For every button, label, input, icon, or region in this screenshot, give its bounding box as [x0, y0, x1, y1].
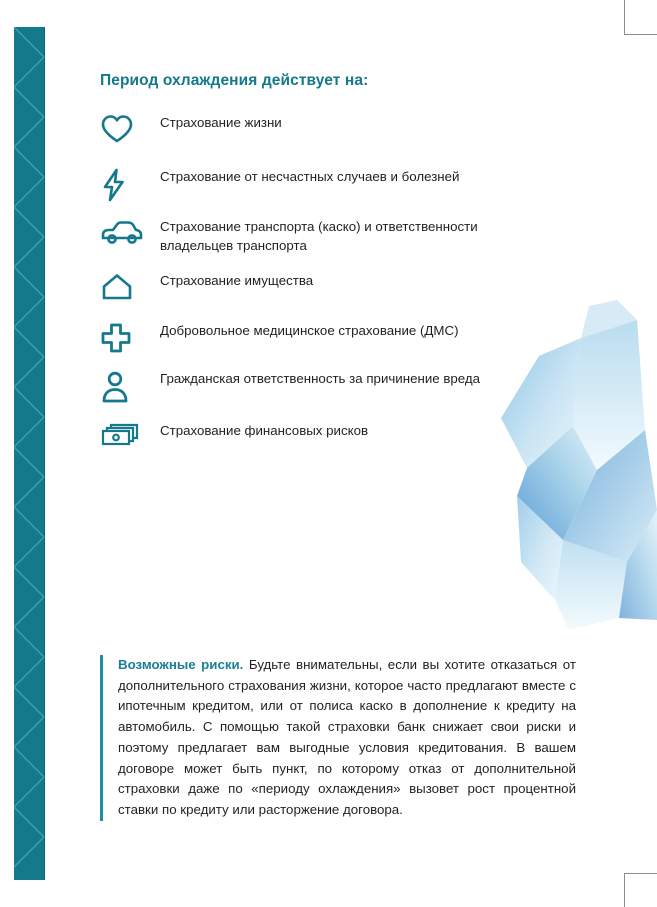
banknotes-icon: [100, 420, 160, 450]
decorative-left-band-edge: [44, 27, 45, 880]
list-item: [100, 166, 570, 202]
crop-mark-bottom-vertical: [624, 873, 625, 907]
content-area: [100, 72, 570, 450]
car-icon: [100, 216, 160, 246]
list-item-label: Добровольное медицинское страхование (ДМС): [160, 322, 459, 338]
risk-note-block: [100, 655, 576, 821]
crop-mark-top-horizontal: [624, 34, 657, 35]
heart-icon: [100, 112, 160, 144]
decorative-left-band: [14, 27, 44, 880]
zigzag-pattern-icon: [14, 27, 44, 880]
crop-mark-top-vertical: [624, 0, 625, 34]
list-item: [100, 320, 570, 354]
medical-cross-icon: [100, 320, 160, 354]
person-icon: [100, 368, 160, 404]
crop-mark-bottom-horizontal: [624, 873, 657, 874]
risk-note-text: [118, 655, 576, 821]
list-item: [100, 368, 570, 404]
risk-note-body: Будьте внимательны, если вы хотите отказаться от дополнительного страхования жизни, которое часто предлагают вместе с ипотечным кредитом, или от полиса каско в дополнение к кредиту на автомобиль. С помощью такой страховки банк снижает свои риски и поэтому предлагает вам выгодные условия кредитования. В вашем договоре может быть пункт, по которому отказ от дополнительной страховки даже по «периоду охлаждения» вызовет рост процентной ставки по кредиту или расторжение договора.: [118, 657, 576, 818]
list-item: [100, 270, 570, 302]
list-item-label: Страхование финансовых рисков: [160, 422, 369, 438]
coverage-list: [100, 112, 570, 450]
list-item-label: Страхование от несчастных случаев и болезней: [160, 169, 460, 184]
page-title: Период охлаждения действует на:: [100, 72, 369, 89]
risk-note-lead: Возможные риски.: [118, 657, 244, 672]
list-item-label: Страхование жизни: [160, 115, 282, 130]
list-item: [100, 216, 570, 256]
house-icon: [100, 270, 160, 302]
list-item-label: Страхование транспорта (каско) и ответственности владельцев транспорта: [160, 219, 478, 254]
list-item: [100, 420, 570, 450]
list-item-label: Страхование имущества: [160, 272, 314, 288]
list-item: [100, 112, 570, 144]
list-item-label: Гражданская ответственность за причинение вреда: [160, 370, 481, 386]
lightning-bolt-icon: [100, 166, 160, 202]
